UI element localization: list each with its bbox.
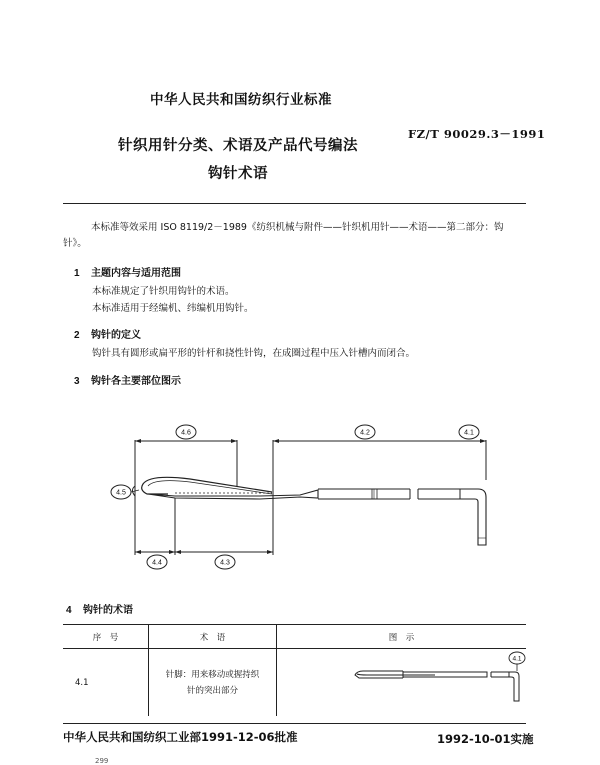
standard-number: FZ/T 90029.3－1991 <box>408 127 546 141</box>
section-3-title: 钩针各主要部位图示 <box>91 376 182 387</box>
section-4-title: 钩针的术语 <box>83 605 134 616</box>
header-diagram: 图 示 <box>277 625 527 649</box>
header-seq: 序 号 <box>63 625 149 649</box>
section-4-number: 4 <box>66 605 72 616</box>
section-2-number: 2 <box>74 330 80 341</box>
label-4-1: 4.1 <box>464 429 474 437</box>
intro-line-2: 针》。 <box>63 238 87 249</box>
issuing-body-header: 中华人民共和国纺织行业标准 <box>150 92 332 108</box>
section-4-heading <box>66 601 133 616</box>
row-seq: 4.1 <box>63 649 149 717</box>
page-number: 299 <box>95 757 109 765</box>
section-1-para-1: 本标准规定了针织用钩针的术语。 <box>92 286 235 297</box>
terms-table <box>63 625 526 716</box>
document-subtitle: 钩针术语 <box>208 166 268 182</box>
label-4-6: 4.6 <box>181 429 191 437</box>
table-row <box>63 649 526 717</box>
header-term: 术 语 <box>149 625 277 649</box>
document-title: 针织用针分类、术语及产品代号编法 <box>118 138 358 154</box>
approval-line: 中华人民共和国纺织工业部1991-12-06批准 <box>63 730 298 744</box>
intro-line-1: 本标准等效采用 ISO 8119/2－1989《纺织机械与附件——针织机用针——术语——第二部分：钩 <box>91 222 504 233</box>
section-1-para-2: 本标准适用于经编机、纬编机用钩针。 <box>92 303 254 314</box>
section-2-para-1: 钩针具有圆形或扁平形的针杆和挠性针钩，在成圈过程中压入针槽内而闭合。 <box>92 348 416 359</box>
row-term-line-1: 针脚：用来移动或握持织 <box>165 669 260 680</box>
section-1-number: 1 <box>74 268 80 279</box>
label-4-4: 4.4 <box>152 559 162 567</box>
label-4-5: 4.5 <box>116 489 126 497</box>
row-diagram <box>277 649 527 717</box>
section-3-number: 3 <box>74 376 80 387</box>
effective-date: 1992-10-01实施 <box>437 732 534 746</box>
label-4-3: 4.3 <box>220 559 230 567</box>
row-term <box>149 649 277 717</box>
butt-diagram <box>277 649 526 713</box>
footer-rule <box>63 723 526 724</box>
row-term-line-2: 针的突出部分 <box>187 685 239 696</box>
label-4-2: 4.2 <box>360 429 370 437</box>
section-2-title: 钩针的定义 <box>91 330 142 341</box>
section-1-title: 主题内容与适用范围 <box>91 268 182 279</box>
diagram-label-4-1: 4.1 <box>512 655 522 663</box>
table-header-row <box>63 625 526 649</box>
